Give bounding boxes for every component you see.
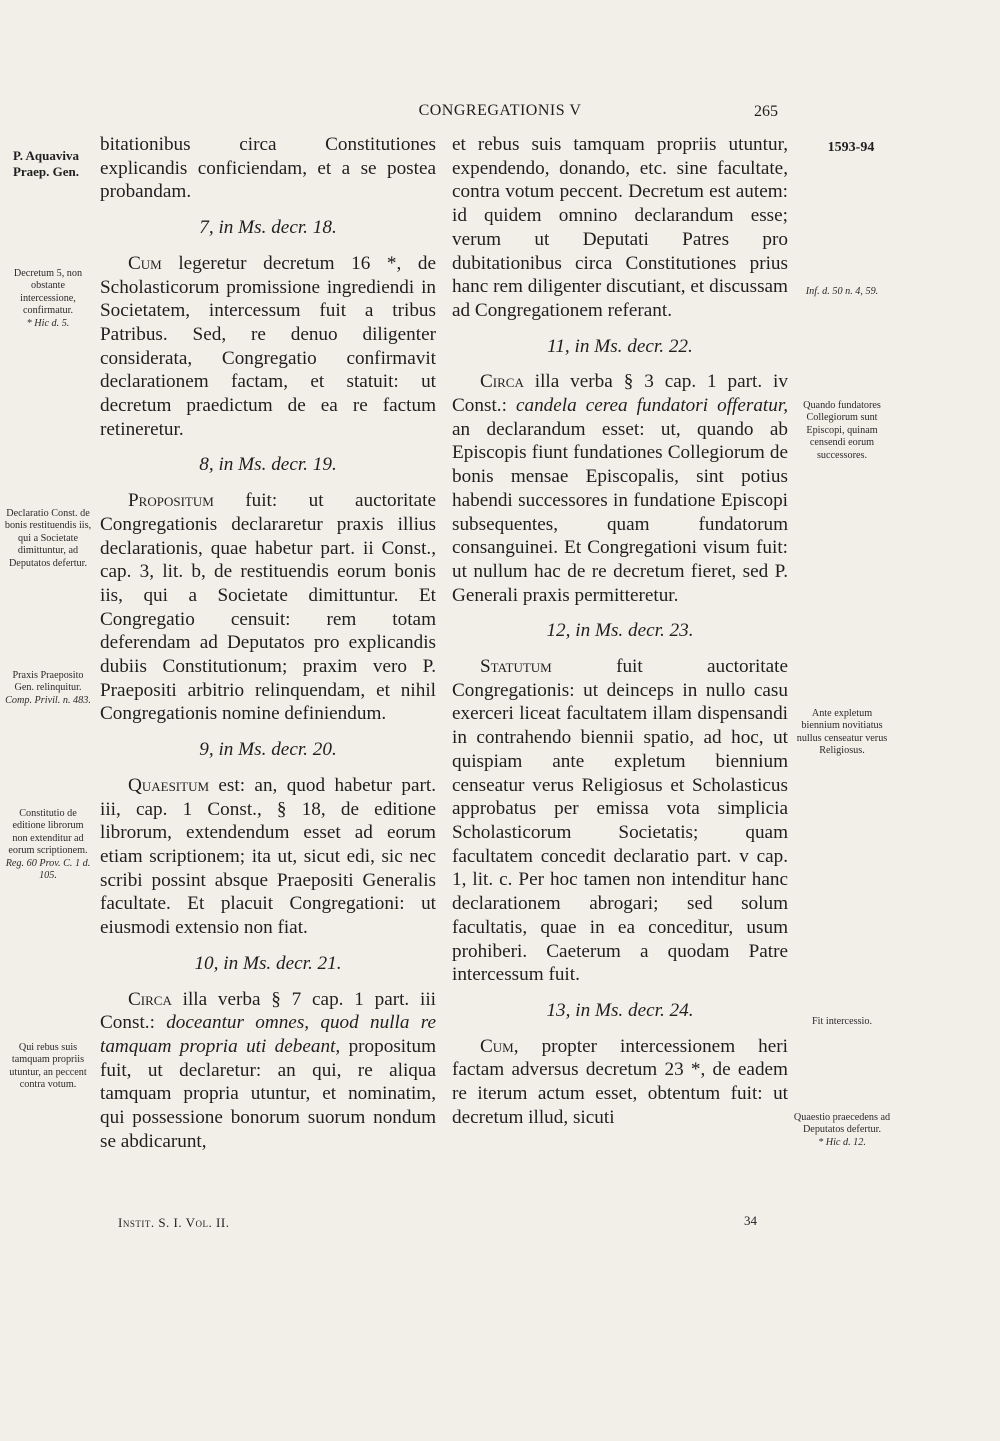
margin-note-right [792,286,892,298]
paragraph [452,655,788,987]
quotation: candela cerea fundatori offeratur, [515,395,788,417]
paragraph: et rebus suis tamquam propriis utuntur, expendendo, donando, etc. sine facultate, contra votum peccent. Decretum est autem: id quidem omnino declarandum esse; verum ut Deputati Patres pro dubitationibus circa Constitutiones prius hanc rem diligenter discutiant, et discussam ad Congregationem referant. [452,134,788,321]
lead-word: Circa [128,988,172,1010]
lead-word: Circa [480,371,524,393]
margin-note-text: Fit intercessio. [812,1016,872,1027]
lead-word: Quaesitum [128,774,210,796]
lead-word: Statutum [480,656,552,678]
running-header: CONGREGATIONIS V [418,102,582,119]
decree-heading: 12, in Ms. decr. 23. [546,620,694,642]
paragraph-body: est: an, quod habetur part. iii, cap. 1 Const., § 18, de editione librorum, extendendum esset ad eorum etiam scriptionem; ita ut, sicut edi, sic nec scribi possint absque Praepositi Generalis facultate. Et placuit Congregationi: ut eiusmodi extensio non fiat. [100,774,436,939]
lead-word: Propositum [128,490,214,512]
paragraph-body: fuit: ut auctoritate Congregationis declararetur praxis illius declarationis, quae habetur part. ii Const., cap. 3, lit. b, de restituendis eorum bonis iis, qui a Societate dimittuntur. Et Congregatio censuit: rem totam deferendam ad Deputatos pro explicandis dubiis Constitutionum; praxim vero P. Praepositi arbitrio relinquendam, et nihil Congregationis nomine definiendum. [100,490,436,725]
lead-word: Cum [480,1035,514,1057]
decree-heading: 8, in Ms. decr. 19. [199,454,337,476]
margin-note-text: Ante expletum biennium novitiatus nullus censeatur verus Religiosus. [796,708,888,757]
margin-note-right [792,400,892,462]
text-column-left [100,133,436,1153]
margin-note-right [792,1112,892,1149]
paragraph [100,252,436,442]
footer-sheet-number: 34 [744,1213,757,1228]
margin-note-right [792,708,892,758]
decree-heading: 10, in Ms. decr. 21. [194,952,342,974]
margin-note-left [4,670,92,707]
margin-note-ref: * Hic d. 12. [818,1136,866,1148]
paragraph [100,489,436,726]
quotation: doceantur omnes, quod nulla re tamquam propria uti debeant, [100,1012,436,1057]
paragraph-body: , propter intercessionem heri factam adversus decretum 23 *, de eadem re iterum actum esset, obtentum fuit: ut decretum illud, sicuti [452,1035,788,1128]
decree-heading: 11, in Ms. decr. 22. [547,335,693,357]
margin-note-right [792,1016,892,1028]
paragraph [452,370,788,607]
margin-note-ref: * Hic d. 5. [26,317,70,329]
margin-note-ref: Inf. d. 50 n. 4, 59. [805,286,879,297]
lead-word: Cum [128,252,162,274]
paragraph [452,1035,788,1130]
margin-note-text: Quando fundatores Collegiorum sunt Episcopi, quinam censendi eorum successores. [803,400,881,461]
margin-note-ref: Comp. Privil. n. 483. [5,694,91,706]
paragraph [100,774,436,940]
margin-note-text: Quaestio praecedens ad Deputatos defertur. [793,1112,891,1136]
paragraph [100,988,436,1154]
margin-note-left [4,268,92,330]
paragraph-body: an declarandum esset: ut, quando ab Episcopis fiunt fundationes Collegiorum de bonis mensae Episcopalis, sint potius habendi successores in fundatione Episcopi subsequentes, quam fundatorum consanguinei. Et Congregationi visum fuit: ut nullum hac de re decretum fieret, sed P. Generali praxis permitteretur. [452,418,788,606]
margin-year: 1593-94 [827,140,875,155]
margin-note-ref: Reg. 60 Prov. C. 1 d. 105. [5,857,91,882]
margin-note-text: Decretum 5, non obstante intercessione, confirmatur. [13,268,83,317]
paragraph-body: fuit auctoritate Congregationis: ut deinceps in nullo casu exerceri liceat facultatem illam dispensandi in contrahendo biennii spatio, ad hoc, ut quispiam ante expletum biennium censeatur verus Religiosus et Scholasticus approbatus per emissa vota simplicia Scholasticorum Societatis; quam facultatem concedit declaratio part. v cap. 1, lit. c. Per hoc tamen non intenditur hanc declarationem abrogari; sed solum facultatis, quae in ea conceditur, usum prohiberi. Caeterum a quodam Patre intercessum fuit. [452,656,788,986]
margin-note-left [4,808,92,882]
paragraph-body: legeretur decretum 16 *, de Scholasticorum promissione ingrediendi in Societatem, intercessum fuit a tribus Patribus. Sed, re denuo diligenter considerata, Congregatio confirmavit declarationem factam, et statuit: ut decretum praedictum de ea re factum retineretur. [100,252,436,440]
margin-note-left [4,1042,92,1092]
paragraph-body: propositum fuit, ut declaretur: an qui, re aliqua tamquam propria utuntur, et nominatim, qui possessione bonorum suorum nondum se abdicarunt, [100,1035,436,1152]
margin-note-text: Qui rebus suis tamquam propriis utuntur, an peccent contra votum. [9,1042,87,1091]
margin-note-left [4,508,92,570]
margin-note-text: Constitutio de editione librorum non extenditur ad eorum scriptionem. [8,808,88,857]
decree-heading: 13, in Ms. decr. 24. [546,999,694,1021]
paragraph-body: illa verba § 7 cap. 1 part. iii Const.: [100,988,436,1034]
decree-heading: 7, in Ms. decr. 18. [199,217,337,239]
margin-author: P. Aquaviva Praep. Gen. [12,148,80,179]
margin-note-text: Declaratio Const. de bonis restituendis iis, qui a Societate dimittuntur, ad Deputatos defertur. [4,508,92,569]
footer-signature: Instit. S. I. Vol. II. [118,1215,230,1230]
paragraph-body: illa verba § 3 cap. 1 part. iv Const.: [452,371,788,417]
decree-heading: 9, in Ms. decr. 20. [199,739,337,761]
margin-note-text: Praxis Praeposito Gen. relinquitur. [12,670,84,694]
page-number: 265 [754,103,778,120]
text-column-right [452,133,788,1129]
paragraph: bitationibus circa Constitutiones explicandis conficiendam, et a se postea probandam. [100,134,436,203]
